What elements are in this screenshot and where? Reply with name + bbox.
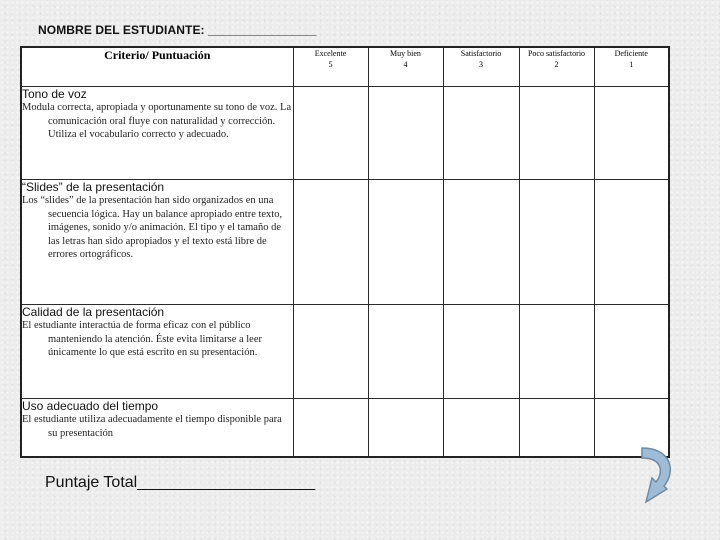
criterion-cell (21, 87, 293, 180)
score-cell[interactable] (443, 87, 519, 180)
criterion-description: El estudiante utiliza adecuadamente el tiempo disponible para su presentación (22, 414, 282, 439)
score-cell[interactable] (293, 305, 368, 399)
criterion-title: Tono de voz (22, 87, 87, 101)
level-header-deficiente (594, 47, 669, 87)
criterion-cell (21, 399, 293, 457)
rubric-table (20, 46, 670, 458)
level-name: Satisfactorio (460, 49, 502, 58)
score-cell[interactable] (368, 399, 443, 457)
level-name: Excelente (314, 49, 347, 58)
score-cell[interactable] (368, 87, 443, 180)
criterion-title: Calidad de la presentación (22, 305, 165, 319)
score-cell[interactable] (519, 399, 594, 457)
level-score: 3 (479, 60, 483, 69)
score-cell[interactable] (519, 87, 594, 180)
score-cell[interactable] (519, 180, 594, 305)
score-cell[interactable] (594, 305, 669, 399)
level-header-satisfactorio (443, 47, 519, 87)
student-name-label: NOMBRE DEL ESTUDIANTE: ________________ (38, 23, 317, 37)
table-row (21, 180, 669, 305)
criteria-header: Criterio/ Puntuación (21, 47, 293, 87)
level-header-excelente (293, 47, 368, 87)
level-header-poco-satisfactorio (519, 47, 594, 87)
criterion-title: “Slides” de la presentación (22, 180, 165, 194)
level-name: Deficiente (614, 49, 648, 58)
score-cell[interactable] (594, 180, 669, 305)
criterion-cell (21, 180, 293, 305)
criterion-cell (21, 305, 293, 399)
criterion-title: Uso adecuado del tiempo (22, 399, 159, 413)
level-score: 1 (629, 60, 634, 69)
table-row (21, 305, 669, 399)
score-cell[interactable] (293, 180, 368, 305)
score-cell[interactable] (443, 399, 519, 457)
score-cell[interactable] (368, 305, 443, 399)
level-score: 2 (554, 60, 559, 69)
score-cell[interactable] (443, 305, 519, 399)
curved-arrow-icon[interactable] (638, 442, 678, 512)
score-cell[interactable] (293, 87, 368, 180)
criterion-description: El estudiante interactúa de forma eficaz con el público manteniendo la atención. Éste evita limitarse a leer únicamente lo que está escrito en su presentación. (22, 320, 262, 358)
level-header-muy-bien (368, 47, 443, 87)
level-score: 5 (328, 60, 333, 69)
score-cell[interactable] (443, 180, 519, 305)
score-cell[interactable] (519, 305, 594, 399)
table-row (21, 399, 669, 457)
level-score: 4 (403, 60, 408, 69)
table-header-row (21, 47, 669, 87)
criterion-description: Los “slides” de la presentación han sido organizados en una secuencia lógica. Hay un balance apropiado entre texto, imágenes, sonido y/o animación. El tipo y el tamaño de las letras han sido apropiados y el texto está libre de errores ortográficos. (22, 195, 283, 260)
total-score-label: Puntaje Total____________________ (45, 474, 316, 491)
score-cell[interactable] (594, 87, 669, 180)
level-name: Poco satisfactorio (527, 49, 586, 58)
criterion-description: Modula correcta, apropiada y oportunamente su tono de voz. La comunicación oral fluye con naturalidad y corrección. Utiliza el vocabulario correcto y adecuado. (22, 102, 292, 140)
score-cell[interactable] (293, 399, 368, 457)
level-name: Muy bien (390, 49, 421, 58)
score-cell[interactable] (368, 180, 443, 305)
table-row (21, 87, 669, 180)
